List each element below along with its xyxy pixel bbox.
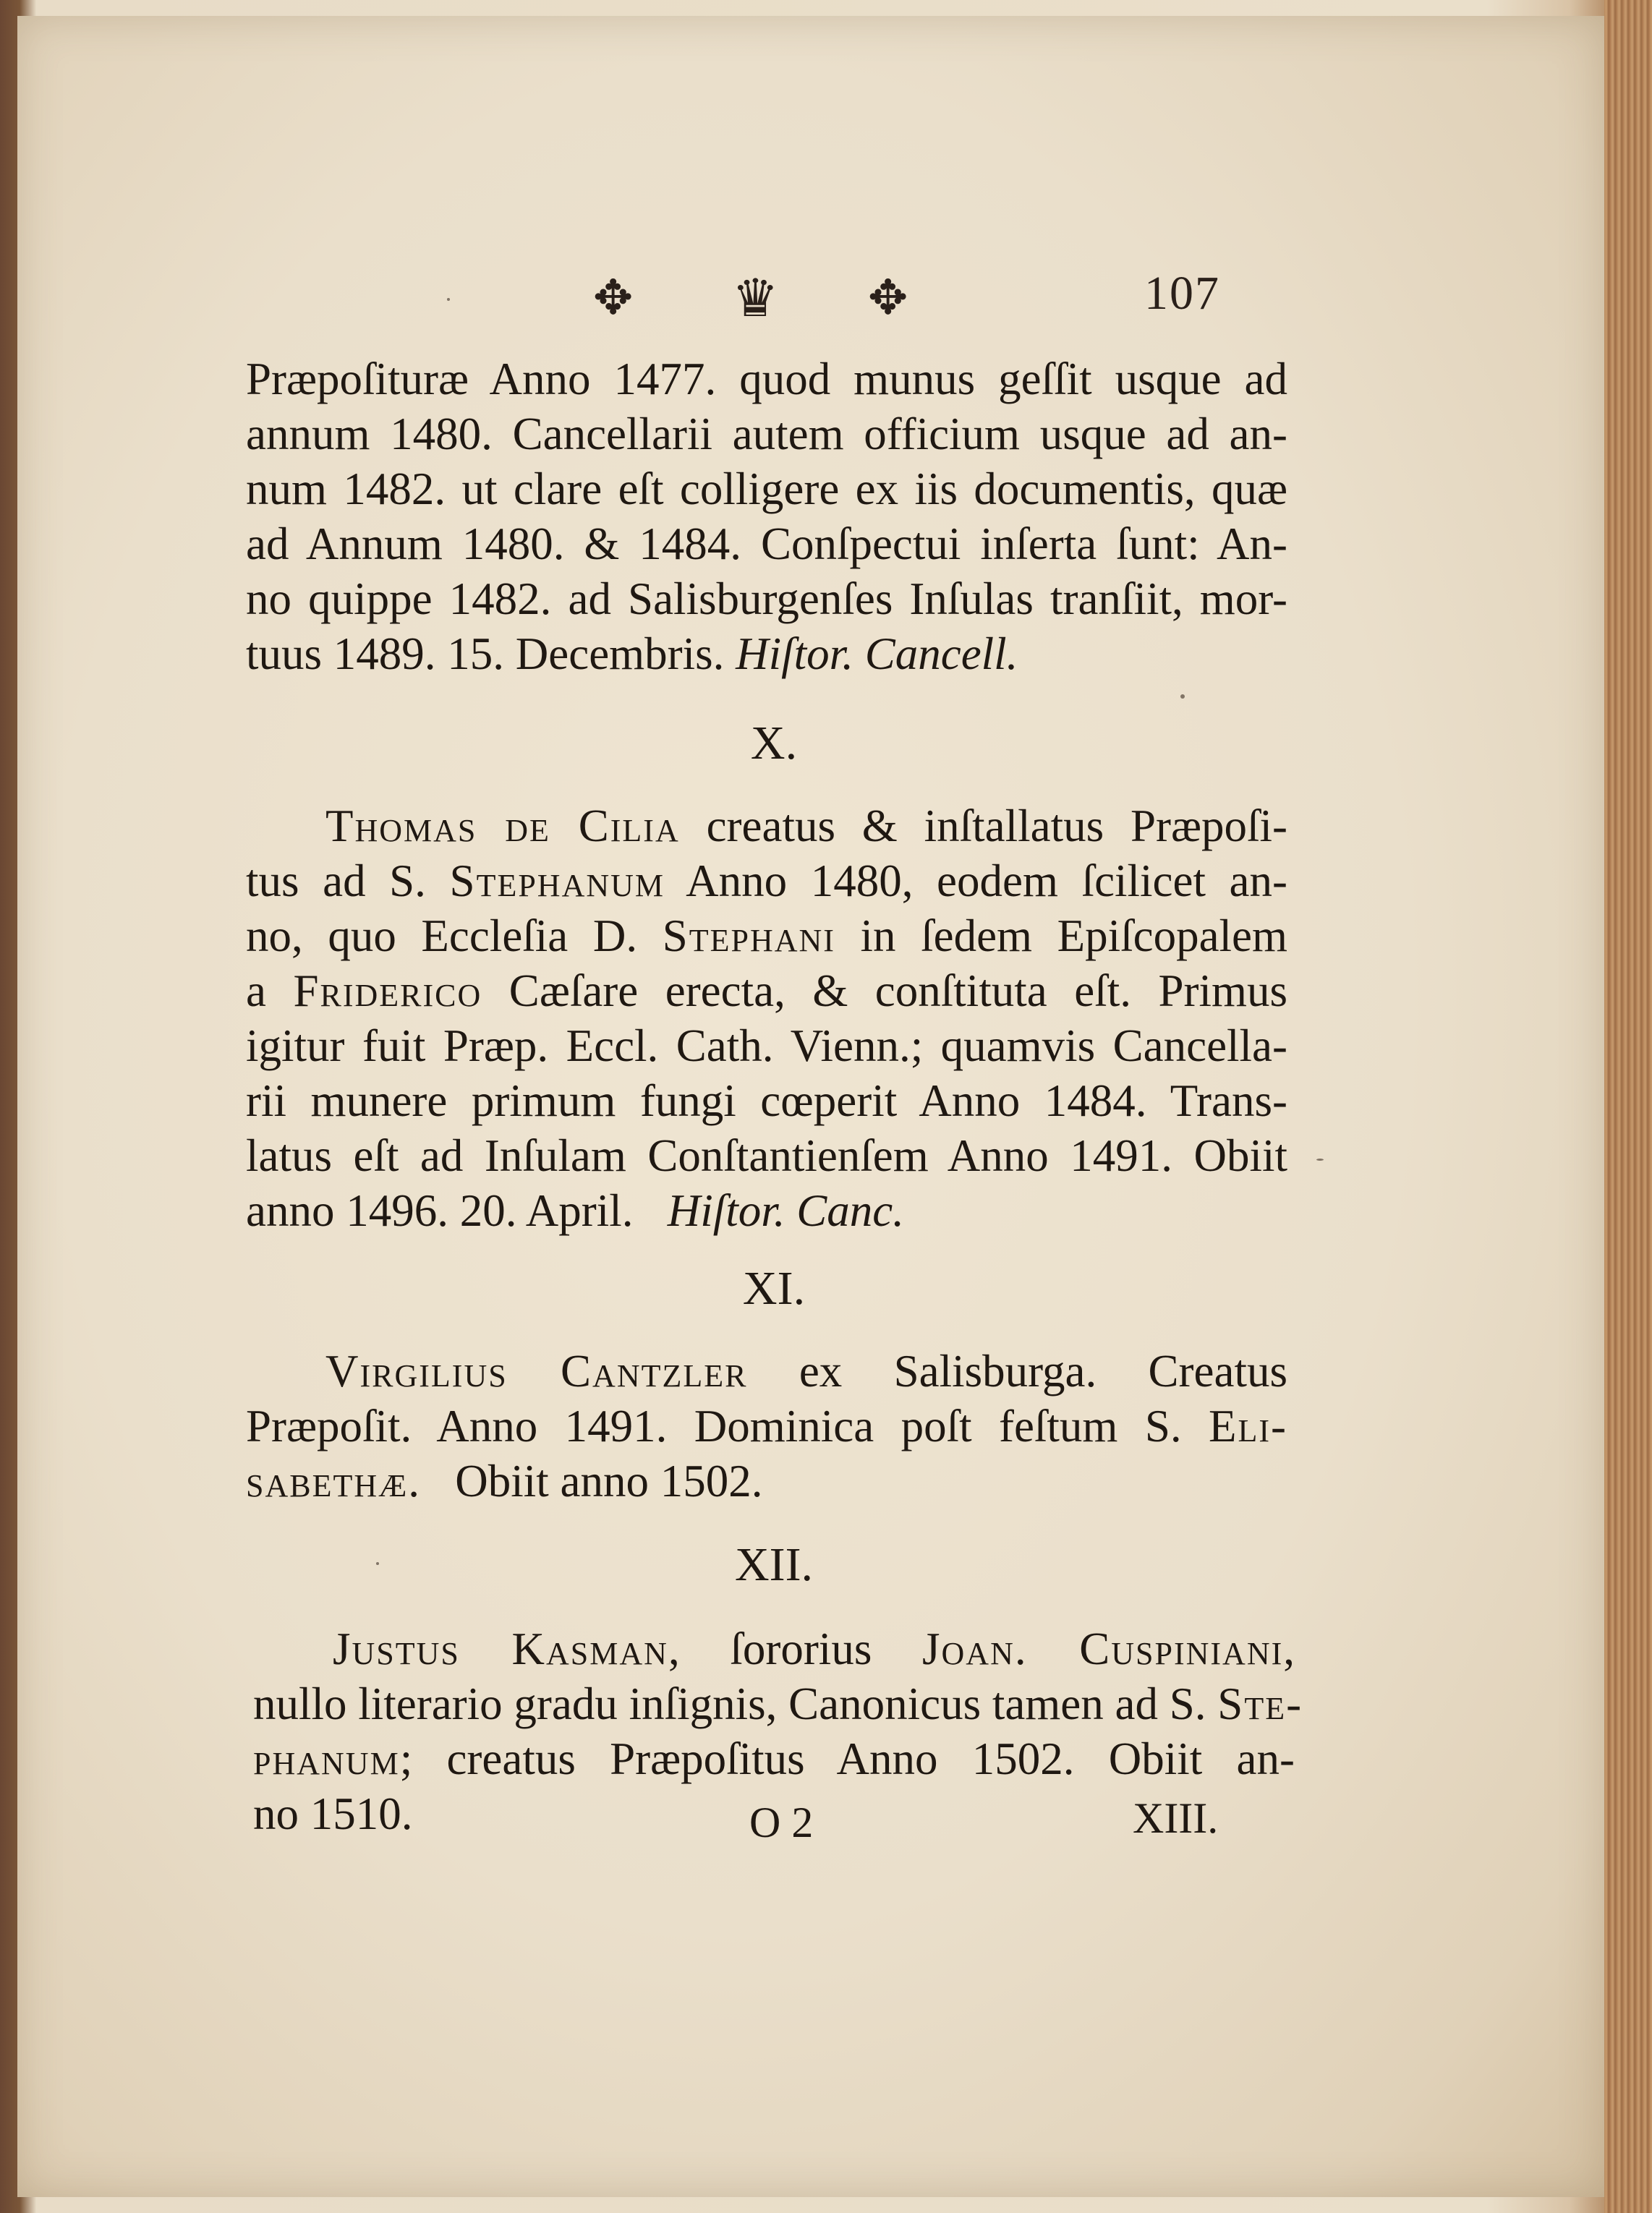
person-name: Thomas de Cilia: [325, 801, 680, 851]
text-line: [253, 1731, 1295, 1786]
place-name: Ste-: [1217, 1679, 1303, 1729]
person-name: Joan. Cuspiniani: [922, 1624, 1284, 1674]
section-heading-xi: XI.: [742, 1262, 806, 1315]
text-line: no 1510.: [253, 1788, 413, 1839]
catchword: XIII.: [1133, 1794, 1219, 1842]
text-line: [246, 908, 1287, 963]
text-line: igitur fuit Præp. Eccl. Cath. Vienn.; quamvis Cancella-: [246, 1020, 1287, 1071]
paper-speck: [1316, 1159, 1324, 1161]
text-run: Obiit anno 1502.: [455, 1456, 763, 1506]
fleuron-icon: ✥: [868, 270, 908, 325]
text-run: nullo literario gradu inſignis, Canonicus tamen ad S.: [253, 1679, 1206, 1729]
fleuron-icon: ✥: [593, 270, 634, 325]
text-line: num 1482. ut clare eſt colligere ex iis documentis, quæ: [246, 464, 1287, 514]
text-line: no quippe 1482. ad Salisburgenſes Inſulas tranſiit, mor-: [246, 573, 1287, 624]
crown-icon: ♛: [732, 268, 779, 328]
page-edge: [1604, 0, 1652, 2213]
text-line: ad Annum 1480. & 1484. Conſpectui inſerta ſunt: An-: [246, 519, 1287, 569]
text-line: latus eſt ad Inſulam Conſtantienſem Anno 1491. Obiit: [246, 1130, 1287, 1181]
page-number: 107: [1144, 267, 1220, 320]
section-heading-xii: XII.: [734, 1538, 814, 1591]
person-name: Eli-: [1209, 1401, 1288, 1451]
text-line: annum 1480. Cancellarii autem officium usque ad an-: [246, 409, 1287, 459]
section-xi-paragraph: [246, 1344, 1287, 1509]
text-run: ,: [1283, 1624, 1295, 1674]
text-line: rii munere primum fungi cœperit Anno 1484. Trans-: [246, 1075, 1287, 1126]
page-header: [593, 262, 1230, 334]
text-run: a: [246, 965, 266, 1016]
signature-mark: O 2: [749, 1799, 814, 1846]
text-run: ; creatus Præpoſitus Anno 1502. Obiit an-: [399, 1734, 1295, 1784]
text-line: [246, 1399, 1287, 1454]
person-name: Friderico: [293, 965, 482, 1016]
text-run: no, quo Eccleſia D.: [246, 911, 638, 961]
paper-speck: [447, 298, 450, 301]
section-x-paragraph: [246, 798, 1287, 1238]
text-line: [246, 1183, 1287, 1238]
place-name: Stephanum: [449, 856, 665, 906]
text-line: [246, 798, 1287, 853]
text-line: [246, 963, 1287, 1018]
text-run: Anno 1480, eodem ſcilicet an-: [686, 856, 1287, 906]
text-run: creatus & inſtallatus Præpoſi-: [706, 801, 1287, 851]
section-heading-x: X.: [750, 717, 798, 769]
text-line: [253, 1621, 1295, 1676]
text-run: ex Salisburga. Creatus: [799, 1346, 1287, 1397]
text-run: , ſororius: [668, 1624, 872, 1674]
text-run: Cæſare erecta, & conſtituta eſt. Primus: [508, 965, 1288, 1016]
person-name: Virgilius Cantzler: [325, 1346, 748, 1397]
text-line: [246, 626, 1287, 681]
paper-speck: [1180, 694, 1185, 699]
place-name: phanum: [253, 1734, 400, 1784]
text-line: [246, 1344, 1287, 1399]
text-line: [246, 853, 1287, 908]
person-name: Justus Kasman: [333, 1624, 668, 1674]
citation: Hiſtor. Cancell.: [736, 628, 1018, 679]
text-run: tus ad S.: [246, 856, 426, 906]
intro-paragraph: [246, 351, 1287, 681]
person-name: sabethæ.: [246, 1456, 421, 1506]
text-run: in ſedem Epiſcopalem: [860, 911, 1288, 961]
text-line: [253, 1676, 1303, 1731]
text-line: [246, 1454, 1287, 1509]
citation: Hiſtor. Canc.: [667, 1185, 905, 1236]
text-run: Præpoſit. Anno 1491. Dominica poſt feſtum S.: [246, 1401, 1182, 1451]
paper-speck: [376, 1562, 379, 1565]
text-line: Præpoſituræ Anno 1477. quod munus geſſit usque ad: [246, 354, 1287, 404]
place-name: Stephani: [662, 911, 835, 961]
text-run: tuus 1489. 15. Decembris.: [246, 628, 725, 679]
text-run: anno 1496. 20. April.: [246, 1185, 634, 1236]
